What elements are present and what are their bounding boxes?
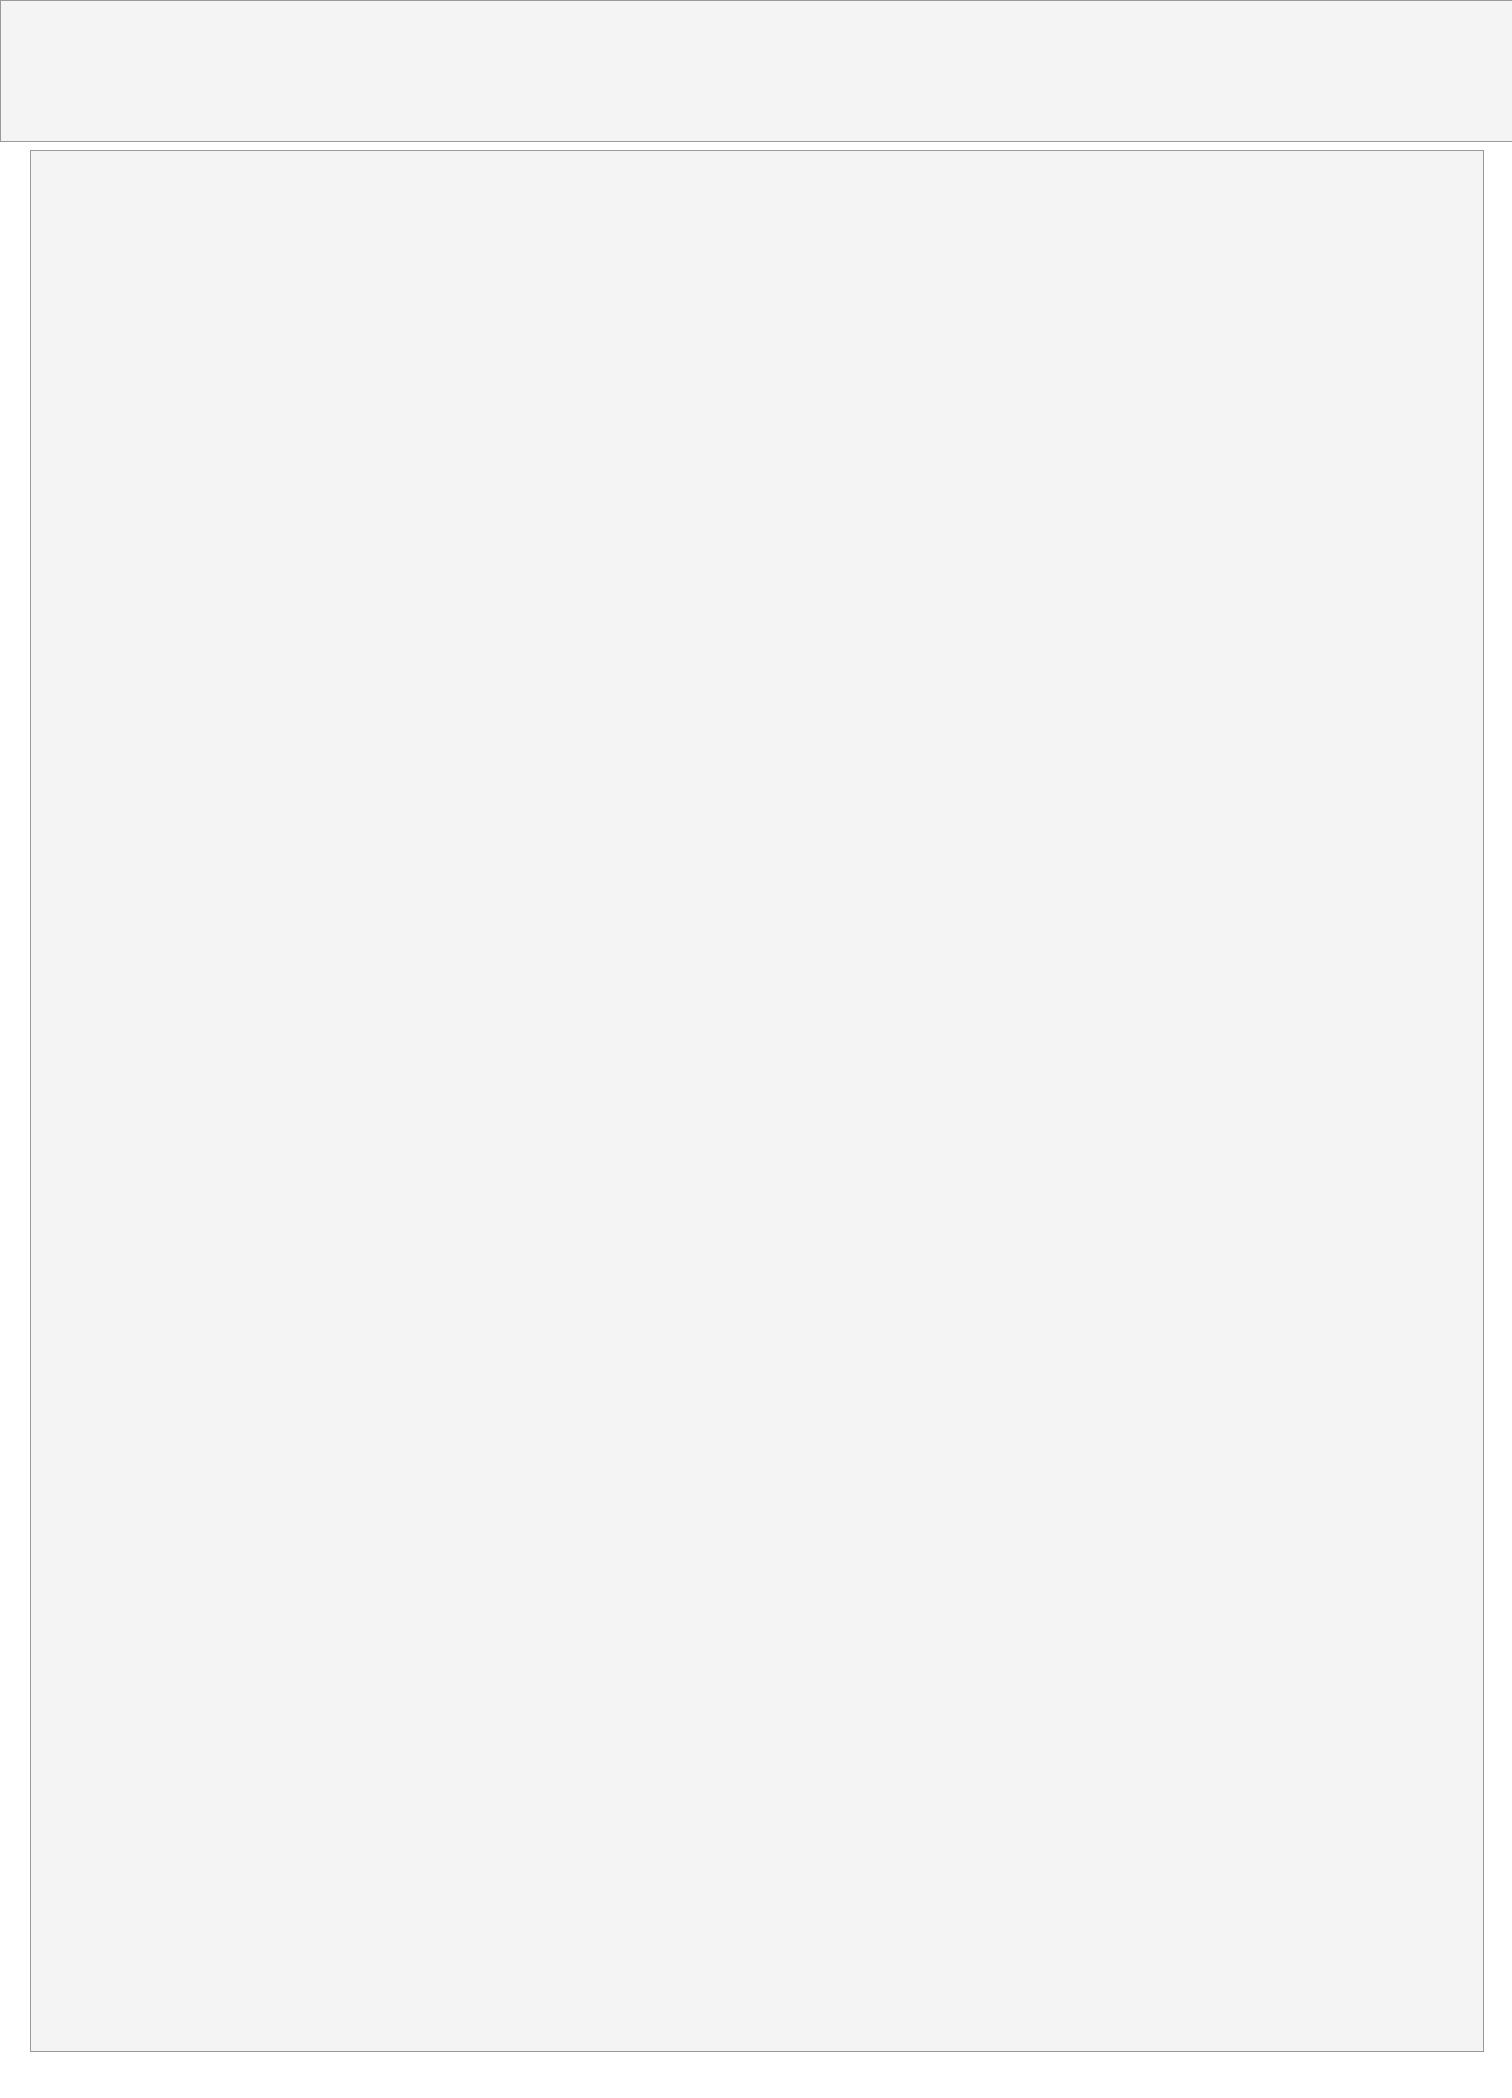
header [0, 0, 1512, 142]
main-content [30, 150, 1484, 2052]
